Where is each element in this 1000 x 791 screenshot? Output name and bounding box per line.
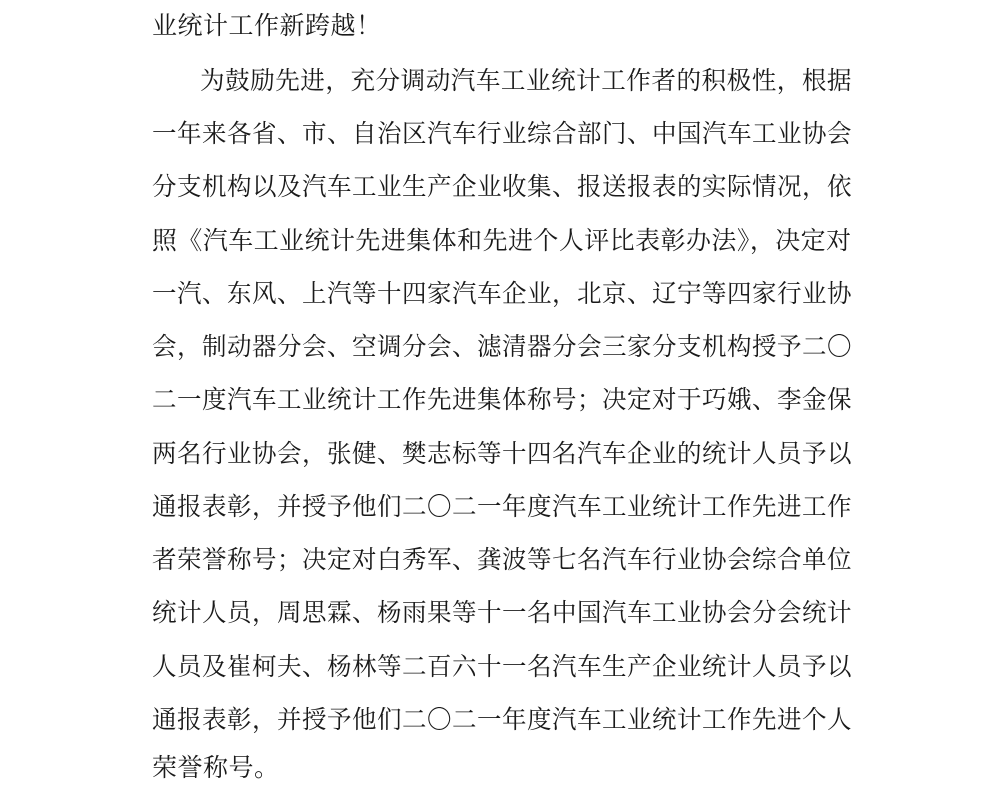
text-line-10: 通报表彰，并授予他们二〇二一年度汽车工业统计工作先进工作 bbox=[152, 492, 853, 521]
text-line-15: 荣誉称号。 bbox=[152, 753, 280, 782]
text-line-3: 一年来各省、市、自治区汽车行业综合部门、中国汽车工业协会 bbox=[152, 119, 853, 148]
text-line-11: 者荣誉称号；决定对白秀军、龚波等七名汽车行业协会综合单位 bbox=[152, 545, 853, 574]
text-line-5: 照《汽车工业统计先进集体和先进个人评比表彰办法》，决定对 bbox=[152, 226, 852, 255]
text-line-9: 两名行业协会，张健、樊志标等十四名汽车企业的统计人员予以 bbox=[152, 439, 853, 468]
text-line-7: 会，制动器分会、空调分会、滤清器分会三家分支机构授予二〇 bbox=[152, 332, 853, 361]
text-line-13: 人员及崔柯夫、杨林等二百六十一名汽车生产企业统计人员予以 bbox=[152, 652, 853, 681]
text-line-6: 一汽、东风、上汽等十四家汽车企业，北京、辽宁等四家行业协 bbox=[152, 279, 853, 308]
text-line-1: 业统计工作新跨越！ bbox=[152, 11, 382, 40]
text-line-14: 通报表彰，并授予他们二〇二一年度汽车工业统计工作先进个人 bbox=[152, 705, 853, 734]
text-line-8: 二一度汽车工业统计工作先进集体称号；决定对于巧娥、李金保 bbox=[152, 385, 853, 414]
text-line-12: 统计人员，周思霖、杨雨果等十一名中国汽车工业协会分会统计 bbox=[152, 598, 853, 627]
text-line-2: 为鼓励先进，充分调动汽车工业统计工作者的积极性，根据 bbox=[200, 66, 853, 95]
text-line-4: 分支机构以及汽车工业生产企业收集、报送报表的实际情况，依 bbox=[152, 172, 853, 201]
